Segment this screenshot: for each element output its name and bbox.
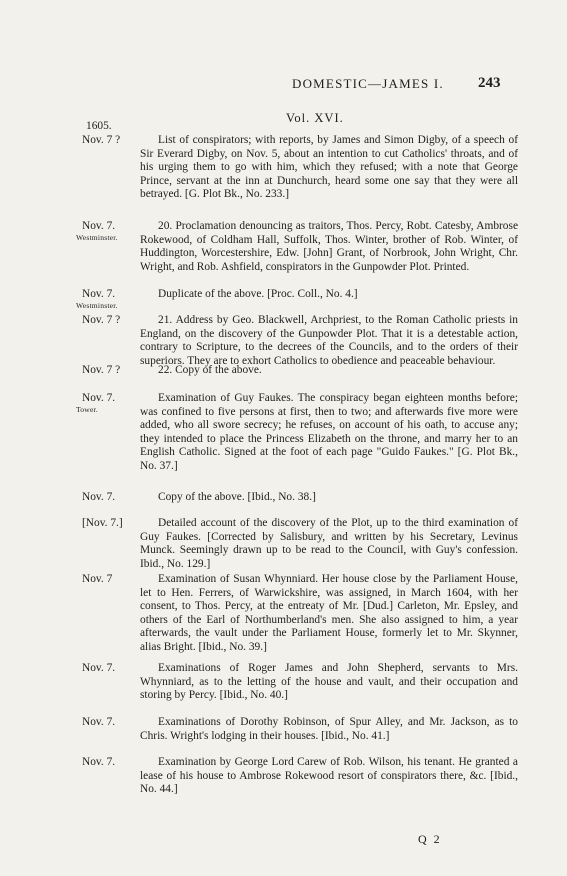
entry-text: Detailed account of the discovery of the Plot, up to the third examination of Guy Faukes. [Corrected by Salisbury, and written by his Secretary, Levinus Munck. Seemingly drawn up to be read to the Council, with Guy's confession. Ibid., No. 129.] — [140, 517, 518, 570]
entry-date — [82, 573, 138, 587]
calendar-entry — [0, 314, 518, 368]
page-number: 243 — [478, 75, 501, 91]
signature-mark: Q 2 — [418, 832, 442, 846]
entry-text: 22. Copy of the above. — [158, 364, 262, 376]
entry-date-text: Nov. 7 ? — [82, 314, 121, 326]
entry-text: Duplicate of the above. [Proc. Coll., No. 4.] — [158, 288, 358, 300]
entry-date — [82, 134, 138, 148]
running-head — [0, 76, 567, 92]
running-title: DOMESTIC—JAMES I. — [292, 76, 444, 91]
entry-date — [82, 756, 138, 770]
entry-date-text: Nov. 7 — [82, 573, 113, 585]
calendar-entry — [0, 491, 518, 505]
entry-date — [82, 662, 138, 676]
entry-text: 21. Address by Geo. Blackwell, Archpriest, to the Roman Catholic priests in England, on the discovery of the Gunpowder Plot. That it is a detestable action, contrary to Scripture, to the decrees of the Councils, and to the orders of their superiors. They are to exhort Catholics to obedience and peaceable behaviour. — [140, 314, 518, 367]
entry-date — [82, 491, 138, 505]
year-label: 1605. — [86, 120, 112, 132]
entry-date-text: Nov. 7. — [82, 288, 116, 300]
calendar-entry — [0, 364, 518, 378]
entry-place: Westminster. — [76, 232, 118, 242]
entry-date-text: Nov. 7. — [82, 716, 116, 728]
entry-date-text: Nov. 7. — [82, 662, 116, 674]
calendar-entry — [0, 517, 518, 571]
entry-date-text: Nov. 7. — [82, 756, 116, 768]
calendar-entry — [0, 220, 518, 274]
entry-date — [76, 288, 138, 310]
calendar-entry — [0, 662, 518, 703]
entry-text: Examination of Susan Whynniard. Her house close by the Parliament House, let to Hen. Ferrers, of Warwickshire, was assigned, in March 1604, with her consent, to Thos. Percy, at the entreaty of Mr. [Dud.] Carleton, Mr. Epsley, and others of the Earl of Northumberland's men. She also assigned to him, a year afterwards, the vault under the Parliament House, formerly let to Mr. Skynner, alias Bright. [Ibid., No. 39.] — [140, 573, 518, 653]
entry-date-text: Nov. 7. — [82, 220, 116, 232]
calendar-entry — [0, 392, 518, 474]
calendar-entry — [0, 134, 518, 202]
entry-date-text: Nov. 7 ? — [82, 364, 121, 376]
entry-text: Examinations of Dorothy Robinson, of Spur Alley, and Mr. Jackson, as to Chris. Wright's lodging in their houses. [Ibid., No. 41.] — [140, 716, 518, 742]
entry-date-text: Nov. 7. — [82, 392, 116, 404]
calendar-entry — [0, 573, 518, 655]
entry-place: Westminster. — [76, 300, 118, 310]
entry-text: Examination by George Lord Carew of Rob. Wilson, his tenant. He granted a lease of his house to Ambrose Rokewood resort of conspirators there, &c. [Ibid., No. 44.] — [140, 756, 518, 796]
volume-heading: Vol. XVI. — [286, 111, 344, 125]
calendar-entry — [0, 716, 518, 743]
entry-text: Examinations of Roger James and John Shepherd, servants to Mrs. Whynniard, as to the letting of the house and vault, and their occupation and storing by Percy. [Ibid., No. 40.] — [140, 662, 518, 702]
calendar-entry — [0, 756, 518, 797]
entry-text: List of conspirators; with reports, by James and Simon Digby, of a speech of Sir Everard Digby, on Nov. 5, about an intention to cut Catholics' throats, and of his urging them to go with him, which they refused; with a note that George Prince, servant at the inn at Dunchurch, heard some one say that they were all betrayed. [G. Plot Bk., No. 233.] — [140, 134, 518, 201]
calendar-entry — [0, 288, 518, 310]
entry-date — [82, 716, 138, 730]
entry-text: 20. Proclamation denouncing as traitors, Thos. Percy, Robt. Catesby, Ambrose Rokewood, of Coldham Hall, Suffolk, Thos. Winter, brother of Rob. Winter, of Huddington, Worcestershire, Edw. [John] Grant, of Norbrook, John Wright, Chr. Wright, and Rob. Ashfield, conspirators in the Gunpowder Plot. Printed. — [140, 220, 518, 273]
entry-text: Copy of the above. [Ibid., No. 38.] — [158, 491, 316, 503]
entry-date-text: Nov. 7 ? — [82, 134, 121, 146]
entry-date — [76, 220, 138, 242]
entry-date — [82, 314, 138, 328]
entry-place: Tower. — [76, 404, 98, 414]
entry-date — [82, 517, 138, 531]
entry-date-text: [Nov. 7.] — [82, 517, 123, 529]
entry-date-text: Nov. 7. — [82, 491, 116, 503]
entry-date — [82, 364, 138, 378]
entry-date — [76, 392, 138, 414]
entry-text: Examination of Guy Faukes. The conspiracy began eighteen months before; was confined to five persons at first, then to two; and afterwards five more were added, who all swore secrecy; he refuses, on account of his oath, to accuse any; they intended to place the Princess Elizabeth on the throne, and marry her to an English Catholic. Signed at the foot of each page "Guido Faukes." [G. Plot Bk., No. 37.] — [140, 392, 518, 472]
